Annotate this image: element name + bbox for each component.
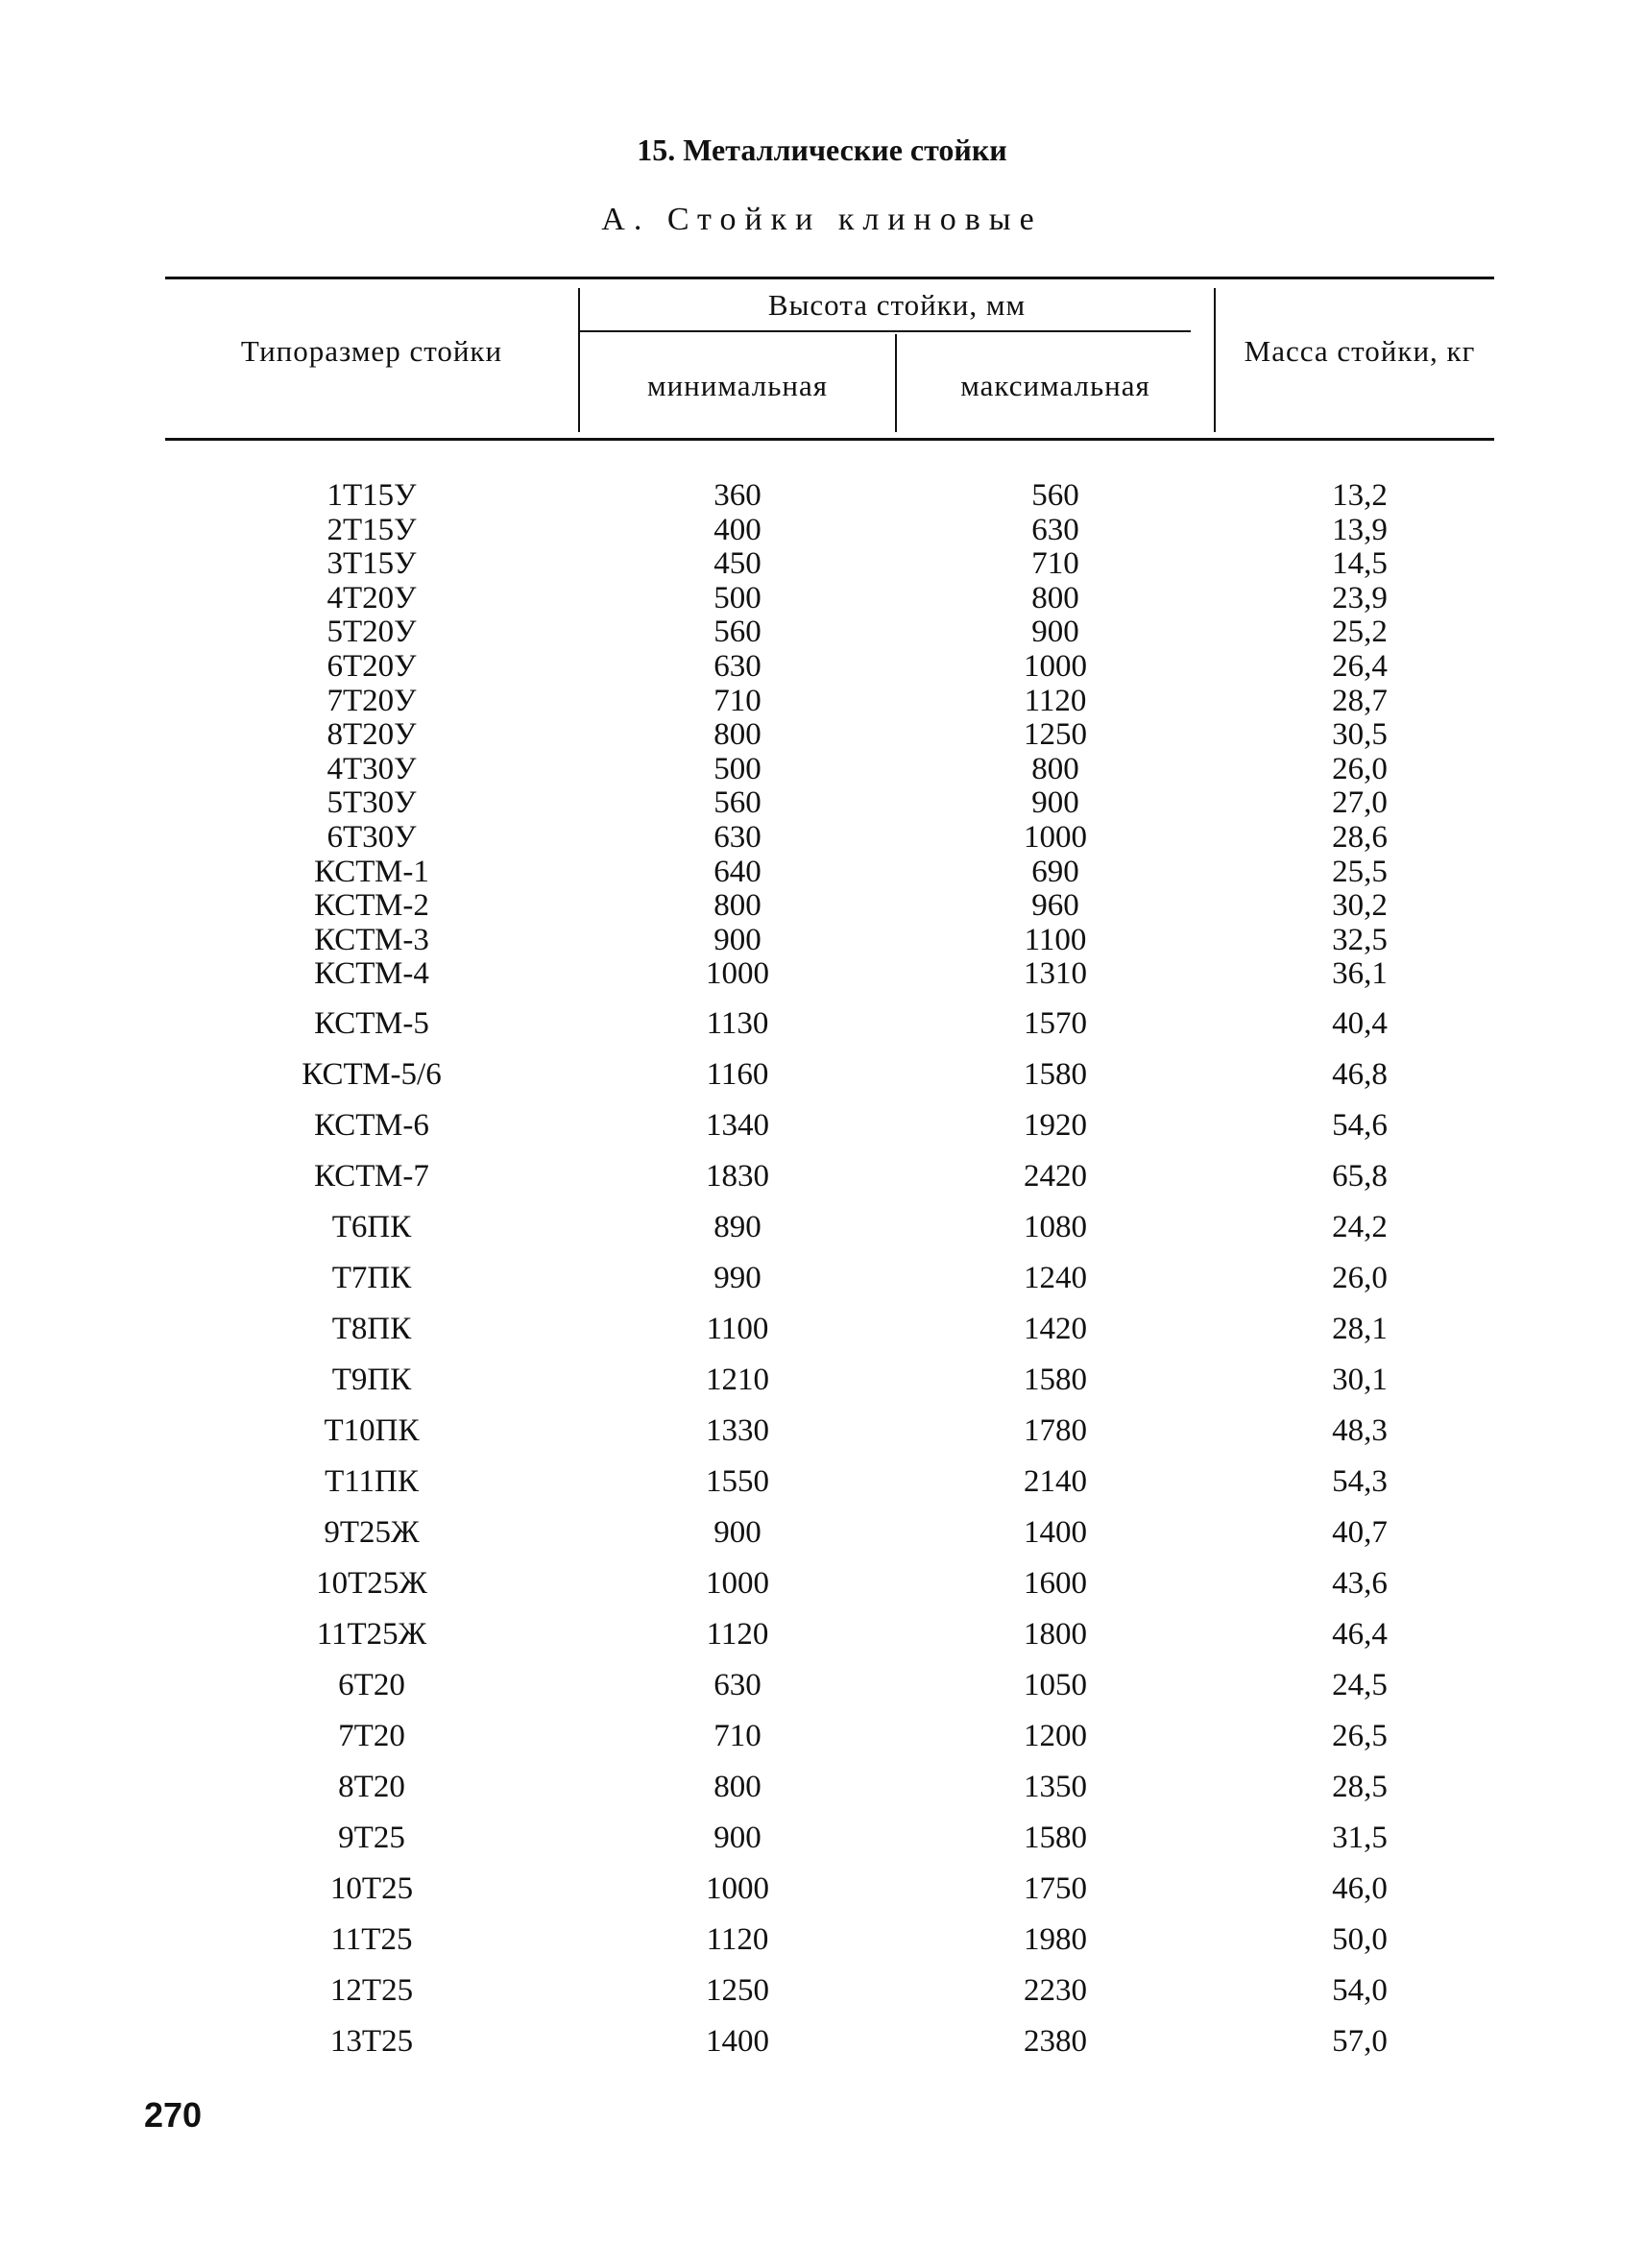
cell-mass: 40,7 — [1332, 1515, 1388, 1550]
cell-mass: 54,0 — [1332, 1973, 1388, 2008]
cell-type: Т8ПК — [331, 1312, 412, 1346]
cell-max: 690 — [1031, 854, 1079, 889]
cell-max: 1920 — [1024, 1108, 1087, 1143]
cell-type: КСТМ-5/6 — [302, 1057, 442, 1092]
cell-max: 900 — [1031, 785, 1079, 821]
header-type: Типоразмер стойки — [240, 334, 503, 368]
cell-max: 560 — [1031, 478, 1079, 513]
cell-mass: 46,8 — [1332, 1057, 1388, 1092]
cell-min: 1250 — [706, 1973, 769, 2008]
cell-min: 900 — [713, 1821, 762, 1855]
cell-max: 1000 — [1024, 820, 1087, 855]
cell-max: 800 — [1031, 580, 1079, 615]
cell-type: Т7ПК — [331, 1261, 412, 1295]
cell-mass: 50,0 — [1332, 1922, 1388, 1957]
cell-min: 500 — [713, 580, 762, 615]
cell-min: 800 — [713, 717, 762, 753]
cell-mass: 28,7 — [1332, 683, 1388, 718]
cell-type: Т10ПК — [324, 1413, 420, 1448]
cell-max: 630 — [1031, 512, 1079, 547]
cell-mass: 25,5 — [1332, 854, 1388, 889]
cell-max: 1310 — [1024, 956, 1087, 992]
cell-type: 5Т30У — [326, 785, 417, 821]
cell-max: 1050 — [1024, 1668, 1087, 1702]
cell-mass: 57,0 — [1332, 2024, 1388, 2059]
cell-type: Т11ПК — [325, 1464, 419, 1499]
cell-min: 450 — [713, 546, 762, 582]
cell-mass: 30,5 — [1332, 717, 1388, 753]
cell-max: 1980 — [1024, 1922, 1087, 1957]
height-group-underline — [580, 330, 1191, 332]
cell-min: 360 — [713, 478, 762, 513]
cell-mass: 54,3 — [1332, 1464, 1388, 1499]
cell-min: 630 — [713, 1668, 762, 1702]
cell-max: 2140 — [1024, 1464, 1087, 1499]
cell-type: 12Т25 — [329, 1973, 414, 2008]
cell-max: 1600 — [1024, 1566, 1087, 1601]
cell-type: Т9ПК — [331, 1363, 412, 1397]
cell-max: 1750 — [1024, 1871, 1087, 1906]
cell-type: КСТМ-2 — [314, 888, 429, 924]
cell-mass: 30,1 — [1332, 1363, 1388, 1397]
cell-type: 11Т25Ж — [316, 1617, 427, 1652]
cell-max: 800 — [1031, 751, 1079, 786]
cell-type: 6Т20У — [326, 649, 417, 684]
header-min: минимальная — [646, 369, 829, 402]
cell-type: 13Т25 — [329, 2024, 414, 2059]
cell-mass: 48,3 — [1332, 1413, 1388, 1448]
table-header-bottom-rule — [165, 438, 1494, 441]
cell-max: 1580 — [1024, 1057, 1087, 1092]
cell-type: КСТМ-6 — [314, 1108, 429, 1143]
cell-mass: 43,6 — [1332, 1566, 1388, 1601]
header-height-group: Высота стойки, мм — [767, 288, 1027, 322]
cell-type: 11Т25 — [330, 1922, 413, 1957]
table-top-rule — [165, 277, 1494, 279]
cell-type: КСТМ-7 — [314, 1159, 429, 1194]
cell-mass: 46,0 — [1332, 1871, 1388, 1906]
cell-mass: 46,4 — [1332, 1617, 1388, 1652]
cell-min: 1120 — [706, 1617, 769, 1652]
cell-mass: 25,2 — [1332, 615, 1388, 650]
cell-max: 710 — [1031, 546, 1079, 582]
cell-min: 990 — [713, 1261, 762, 1295]
cell-mass: 26,4 — [1332, 649, 1388, 684]
cell-mass: 28,6 — [1332, 820, 1388, 855]
cell-max: 960 — [1031, 888, 1079, 924]
cell-type: 9Т25 — [338, 1821, 405, 1855]
cell-min: 710 — [713, 1719, 762, 1753]
cell-min: 1120 — [706, 1922, 769, 1957]
cell-max: 1250 — [1024, 717, 1087, 753]
cell-min: 400 — [713, 512, 762, 547]
cell-mass: 28,1 — [1332, 1312, 1388, 1346]
cell-type: 6Т20 — [338, 1668, 405, 1702]
cell-max: 1400 — [1024, 1515, 1087, 1550]
cell-type: 6Т30У — [326, 820, 417, 855]
cell-min: 1830 — [706, 1159, 769, 1194]
cell-mass: 14,5 — [1332, 546, 1388, 582]
cell-mass: 23,9 — [1332, 580, 1388, 615]
cell-mass: 54,6 — [1332, 1108, 1388, 1143]
cell-mass: 36,1 — [1332, 956, 1388, 992]
cell-max: 1570 — [1024, 1006, 1087, 1041]
cell-mass: 26,0 — [1332, 1261, 1388, 1295]
cell-min: 500 — [713, 751, 762, 786]
cell-min: 640 — [713, 854, 762, 889]
page-number: 270 — [144, 2095, 203, 2135]
cell-max: 1000 — [1024, 649, 1087, 684]
cell-max: 1200 — [1024, 1719, 1087, 1753]
cell-min: 1340 — [706, 1108, 769, 1143]
cell-min: 1160 — [706, 1057, 769, 1092]
cell-type: 9Т25Ж — [324, 1515, 420, 1550]
cell-max: 1420 — [1024, 1312, 1087, 1346]
cell-type: 10Т25 — [329, 1871, 414, 1906]
cell-type: КСТМ-4 — [314, 956, 429, 992]
cell-min: 1000 — [706, 1871, 769, 1906]
cell-min: 890 — [713, 1210, 762, 1244]
cell-max: 1350 — [1024, 1770, 1087, 1804]
cell-max: 1580 — [1024, 1363, 1087, 1397]
cell-max: 1100 — [1024, 922, 1087, 957]
cell-mass: 13,2 — [1332, 478, 1388, 513]
cell-max: 1580 — [1024, 1821, 1087, 1855]
cell-min: 1550 — [706, 1464, 769, 1499]
cell-type: 7Т20У — [326, 683, 417, 718]
cell-type: 2Т15У — [326, 512, 417, 547]
cell-type: 8Т20У — [326, 717, 417, 753]
cell-min: 560 — [713, 785, 762, 821]
cell-min: 1330 — [706, 1413, 769, 1448]
cell-mass: 26,0 — [1332, 751, 1388, 786]
section-title: 15. Металлические стойки — [637, 133, 1007, 167]
cell-mass: 31,5 — [1332, 1821, 1388, 1855]
cell-max: 1080 — [1024, 1210, 1087, 1244]
cell-max: 1120 — [1024, 683, 1087, 718]
cell-type: КСТМ-5 — [314, 1006, 429, 1041]
cell-type: 4Т20У — [326, 580, 417, 615]
cell-type: 10Т25Ж — [316, 1566, 427, 1601]
cell-mass: 65,8 — [1332, 1159, 1388, 1194]
cell-min: 630 — [713, 820, 762, 855]
cell-mass: 27,0 — [1332, 785, 1388, 821]
cell-mass: 26,5 — [1332, 1719, 1388, 1753]
cell-type: КСТМ-3 — [314, 922, 429, 957]
cell-mass: 40,4 — [1332, 1006, 1388, 1041]
cell-max: 900 — [1031, 615, 1079, 650]
cell-min: 710 — [713, 683, 762, 718]
cell-min: 900 — [713, 922, 762, 957]
cell-min: 1000 — [706, 1566, 769, 1601]
cell-mass: 32,5 — [1332, 922, 1388, 957]
cell-mass: 30,2 — [1332, 888, 1388, 924]
cell-type: 7Т20 — [338, 1719, 405, 1753]
header-max: максимальная — [960, 369, 1150, 402]
cell-type: 3Т15У — [326, 546, 417, 582]
cell-min: 800 — [713, 1770, 762, 1804]
cell-max: 2420 — [1024, 1159, 1087, 1194]
cell-mass: 24,2 — [1332, 1210, 1388, 1244]
cell-type: 8Т20 — [338, 1770, 405, 1804]
cell-mass: 13,9 — [1332, 512, 1388, 547]
cell-max: 1240 — [1024, 1261, 1087, 1295]
cell-max: 1800 — [1024, 1617, 1087, 1652]
cell-type: 5Т20У — [326, 615, 417, 650]
cell-min: 630 — [713, 649, 762, 684]
table-subtitle: А. Стойки клиновые — [601, 202, 1043, 237]
cell-min: 800 — [713, 888, 762, 924]
cell-min: 900 — [713, 1515, 762, 1550]
cell-mass: 24,5 — [1332, 1668, 1388, 1702]
cell-max: 2380 — [1024, 2024, 1087, 2059]
cell-min: 1400 — [706, 2024, 769, 2059]
cell-min: 1100 — [706, 1312, 769, 1346]
cell-max: 1780 — [1024, 1413, 1087, 1448]
header-mass: Масса стойки, кг — [1244, 334, 1476, 368]
cell-min: 1000 — [706, 956, 769, 992]
cell-min: 1130 — [706, 1006, 769, 1041]
cell-type: Т6ПК — [331, 1210, 412, 1244]
cell-type: 1Т15У — [326, 478, 417, 513]
cell-type: КСТМ-1 — [314, 854, 429, 889]
cell-min: 1210 — [706, 1363, 769, 1397]
cell-mass: 28,5 — [1332, 1770, 1388, 1804]
cell-max: 2230 — [1024, 1973, 1087, 2008]
cell-type: 4Т30У — [326, 751, 417, 786]
cell-min: 560 — [713, 615, 762, 650]
